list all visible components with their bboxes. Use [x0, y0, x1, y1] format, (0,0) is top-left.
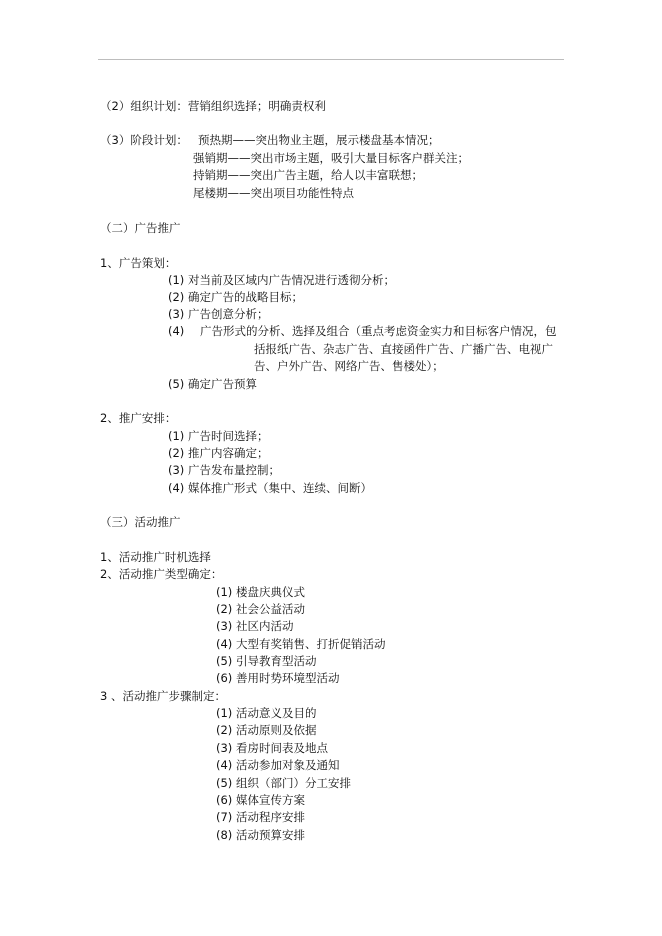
list-item-number: (4) — [168, 481, 185, 495]
list-item-text: 媒体推广形式（集中、连续、间断） — [188, 481, 372, 495]
promo-arrangement-heading: 2、推广安排： — [100, 411, 177, 425]
list-item — [216, 793, 305, 807]
list-item — [216, 602, 305, 616]
header-rule — [98, 59, 564, 60]
list-item-text: 活动参加对象及通知 — [236, 758, 340, 772]
list-item-text: 活动原则及依据 — [236, 723, 317, 737]
phase-plan-number: （3） — [100, 133, 131, 147]
list-item-text: 善用时势环境型活动 — [236, 671, 340, 685]
list-item — [216, 810, 305, 824]
org-plan-number: （2） — [100, 99, 131, 113]
list-item-number: (3) — [216, 619, 233, 633]
list-item-text: 社区内活动 — [236, 619, 294, 633]
event-types-heading: 2、活动推广类型确定： — [100, 567, 223, 581]
list-item — [168, 446, 269, 460]
list-item-number: (5) — [168, 377, 185, 391]
list-item-number: (4) — [168, 324, 185, 338]
section-title-advertising: （二）广告推广 — [100, 221, 181, 235]
list-item — [168, 273, 395, 287]
list-item-text: 确定广告的战略目标； — [188, 290, 303, 304]
phase-item: 强销期——突出市场主题，吸引大量目标客户群关注； — [193, 151, 469, 165]
list-item — [168, 481, 372, 495]
list-item-number: (1) — [216, 585, 233, 599]
list-item-text: 社会公益活动 — [236, 602, 305, 616]
list-item-text: 广告形式的分析、选择及组合（重点考虑资金实力和目标客户情况，包 — [200, 324, 557, 338]
list-item — [216, 776, 351, 790]
phase-item: 持销期——突出广告主题，给人以丰富联想； — [193, 168, 423, 182]
list-item-continuation: 括报纸广告、杂志广告、直接函件广告、广播广告、电视广 — [254, 342, 553, 356]
list-item-number: (2) — [168, 446, 185, 460]
list-item-text: 对当前及区域内广告情况进行透彻分析； — [188, 273, 395, 287]
list-item-text: 媒体宣传方案 — [236, 793, 305, 807]
list-item — [216, 585, 305, 599]
list-item — [168, 324, 557, 338]
list-item-text: 楼盘庆典仪式 — [236, 585, 305, 599]
list-item-continuation: 告、户外广告、网络广告、售楼处）； — [254, 359, 444, 373]
list-item-number: (2) — [168, 290, 185, 304]
event-timing-heading: 1、活动推广时机选择 — [100, 550, 211, 564]
list-item-text: 活动程序安排 — [236, 810, 305, 824]
phase-item: 尾楼期——突出项目功能性特点 — [193, 186, 354, 200]
list-item — [168, 290, 303, 304]
list-item — [168, 463, 280, 477]
phase-item: 预热期——突出物业主题，展示楼盘基本情况； — [198, 133, 440, 147]
list-item-number: (4) — [216, 637, 233, 651]
list-item — [216, 637, 386, 651]
list-item-number: (6) — [216, 671, 233, 685]
list-item — [216, 758, 340, 772]
list-item-number: (5) — [216, 776, 233, 790]
list-item-number: (2) — [216, 723, 233, 737]
list-item-text: 活动意义及目的 — [236, 706, 317, 720]
list-item-number: (3) — [168, 463, 185, 477]
phase-plan-label: 阶段计划： — [130, 133, 188, 147]
org-plan-text: 组织计划：营销组织选择；明确责权利 — [130, 99, 326, 113]
ad-planning-heading: 1、广告策划： — [100, 256, 177, 270]
list-item-number: (4) — [216, 758, 233, 772]
list-item-text: 大型有奖销售、打折促销活动 — [236, 637, 386, 651]
list-item — [216, 741, 328, 755]
list-item — [216, 828, 305, 842]
list-item-number: (1) — [168, 273, 185, 287]
org-plan-line — [100, 99, 326, 113]
list-item-number: (2) — [216, 602, 233, 616]
event-steps-heading: 3 、活动推广步骤制定： — [100, 689, 226, 703]
list-item-text: 确定广告预算 — [188, 377, 257, 391]
list-item-text: 引导教育型活动 — [236, 654, 317, 668]
list-item-text: 广告创意分析； — [188, 307, 269, 321]
list-item — [168, 307, 269, 321]
list-item-text: 组织（部门）分工安排 — [236, 776, 351, 790]
list-item — [216, 706, 317, 720]
list-item — [216, 654, 317, 668]
list-item-number: (3) — [216, 741, 233, 755]
list-item-number: (1) — [168, 429, 185, 443]
list-item-number: (3) — [168, 307, 185, 321]
list-item-text: 广告发布量控制； — [188, 463, 280, 477]
phase-plan-line — [100, 133, 188, 147]
list-item — [216, 671, 340, 685]
list-item — [216, 723, 317, 737]
list-item — [168, 429, 269, 443]
list-item-number: (6) — [216, 793, 233, 807]
section-title-events: （三）活动推广 — [100, 515, 181, 529]
list-item-number: (5) — [216, 654, 233, 668]
list-item-number: (1) — [216, 706, 233, 720]
list-item — [168, 377, 257, 391]
list-item-text: 推广内容确定； — [188, 446, 269, 460]
list-item-text: 活动预算安排 — [236, 828, 305, 842]
list-item-text: 看房时间表及地点 — [236, 741, 328, 755]
list-item-number: (7) — [216, 810, 233, 824]
list-item-number: (8) — [216, 828, 233, 842]
list-item — [216, 619, 294, 633]
list-item-text: 广告时间选择； — [188, 429, 269, 443]
